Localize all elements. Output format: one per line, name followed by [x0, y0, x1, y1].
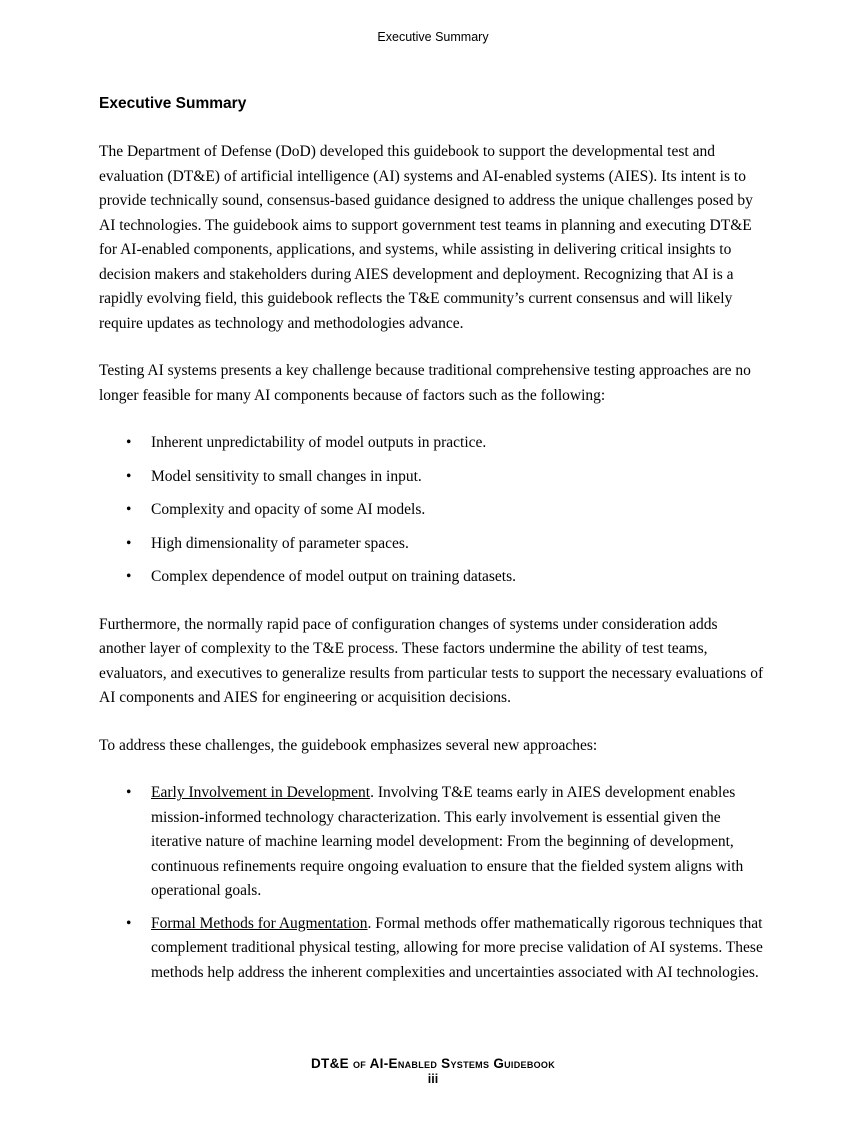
list-item [99, 431, 767, 456]
list-item [99, 565, 767, 590]
paragraph-challenge: Testing AI systems presents a key challenge because traditional comprehensive testing approaches are no longer feasible for many AI components because of factors such as the following: [99, 362, 751, 404]
list-item-text: Inherent unpredictability of model outputs in practice. [151, 434, 487, 451]
page-footer [0, 1056, 866, 1086]
paragraph-approaches-lead: To address these challenges, the guidebook emphasizes several new approaches: [99, 736, 598, 754]
approach-term: Formal Methods for Augmentation [151, 914, 368, 932]
list-item-text: Model sensitivity to small changes in input. [151, 467, 422, 485]
section-title: Executive Summary [99, 95, 247, 112]
paragraph-intro: The Department of Defense (DoD) developed this guidebook to support the developmental test and evaluation (DT&E) of artificial intelligence (AI) systems and AI-enabled systems (AIES). Its intent is to provide technically sound, consensus-based guidance designed to address the unique challenges posed by AI technologies. The guidebook aims to support government test teams in planning and executing DT&E for AI-enabled components, applications, and systems, while assisting in delivering critical insights to decision makers and stakeholders during AIES development and deployment. Recognizing that AI is a rapidly evolving field, this guidebook reflects the T&E community’s current consensus and will likely require updates as technology and methodologies advance. [99, 143, 753, 332]
list-item [99, 498, 767, 523]
list-item [99, 781, 767, 904]
list-item-text: Complex dependence of model output on training datasets. [151, 568, 517, 585]
page-content [99, 95, 767, 1008]
paragraph-furthermore: Furthermore, the normally rapid pace of configuration changes of systems under consideration adds another layer of complexity to the T&E process. These factors undermine the ability of test teams, evaluators, and executives to generalize results from particular tests to support the necessary evaluations of AI components and AIES for engineering or acquisition decisions. [99, 615, 764, 706]
page-number: iii [427, 1072, 439, 1086]
approach-description: . Involving T&E teams early in AIES development enables mission-informed technology characterization. This early involvement is essential given the iterative nature of machine learning model development: From the beginning of development, continuous refinements require ongoing evaluation to ensure that the fielded system aligns with operational goals. [151, 784, 744, 899]
list-item-text: Complexity and opacity of some AI models. [151, 501, 426, 518]
footer-title: DT&E of AI-Enabled Systems Guidebook [310, 1056, 556, 1071]
factors-bullet-list [99, 431, 767, 590]
approach-description: . Formal methods offer mathematically rigorous techniques that complement traditional physical testing, allowing for more precise validation of AI systems. These methods help address the inherent complexities and uncertainties associated with AI technologies. [151, 914, 763, 981]
list-item-text: High dimensionality of parameter spaces. [151, 534, 409, 552]
running-header: Executive Summary [377, 30, 489, 44]
list-item [99, 465, 767, 490]
approach-term: Early Involvement in Development [151, 784, 371, 801]
list-item [99, 532, 767, 557]
approaches-bullet-list [99, 781, 767, 985]
list-item [99, 912, 767, 986]
